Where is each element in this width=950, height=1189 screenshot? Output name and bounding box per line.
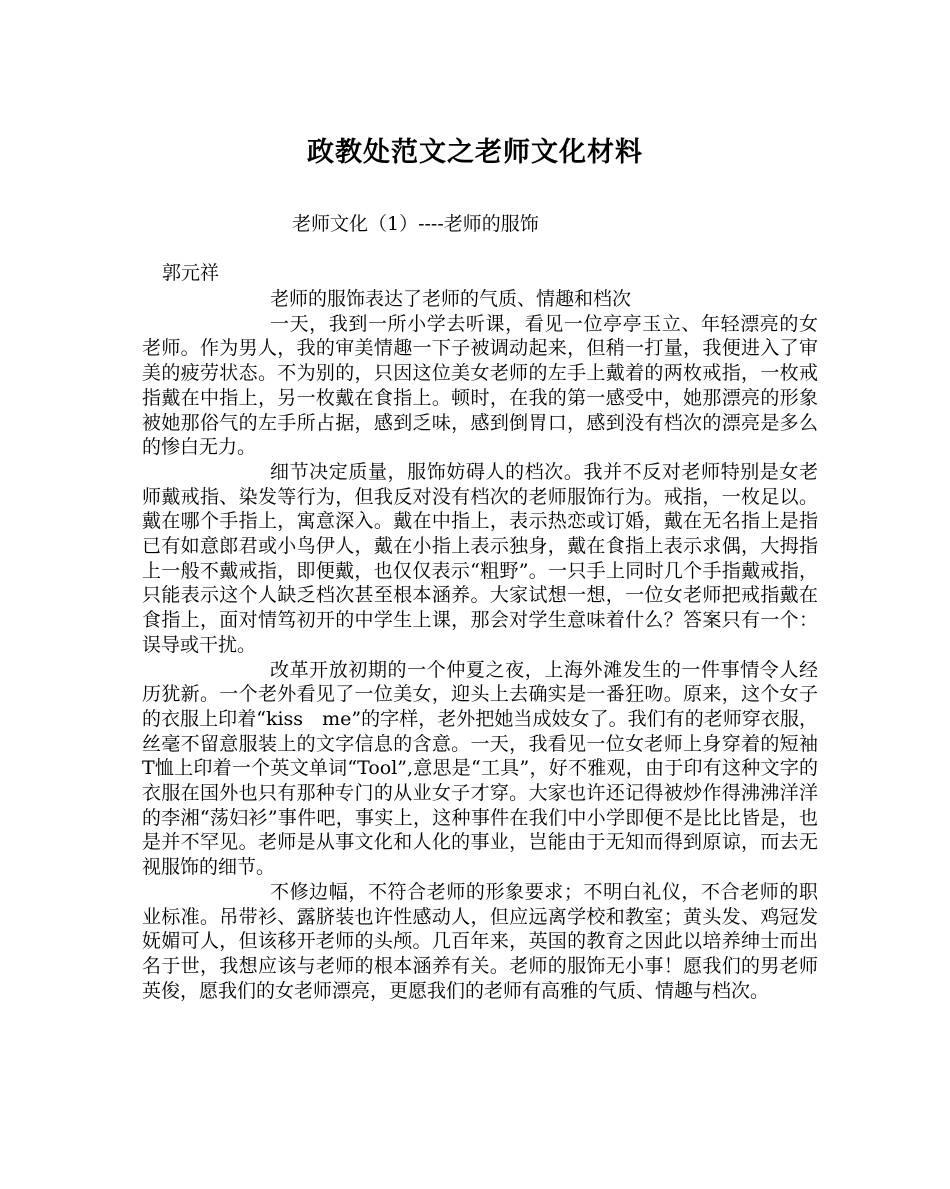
author-name: 郭元祥: [162, 262, 220, 284]
paragraph-topic-sentence: 老师的服饰表达了老师的气质、情趣和档次: [270, 288, 632, 310]
paragraph: 不修边幅，不符合老师的形象要求；不明白礼仪，不合老师的职业标准。吊带衫、露脐装也许性感动人，但应远离学校和教室；黄头发、鸡冠发妩媚可人，但该移开老师的头颅。几百年来，英国的教育之因此以培养绅士而出名于世，我想应该与老师的根本涵养有关。老师的服饰无小事！愿我们的男老师英俊，愿我们的女老师漂亮，更愿我们的老师有高雅的气质、情趣与档次。: [142, 880, 818, 1002]
paragraph: 细节决定质量，服饰妨碍人的档次。我并不反对老师特别是女老师戴戒指、染发等行为，但我反对没有档次的老师服饰行为。戒指，一枚足以。戴在哪个手指上，寓意深入。戴在中指上，表示热恋或订婚，戴在无名指上是指已有如意郎君或小鸟伊人，戴在小指上表示独身，戴在食指上表示求偶，大拇指上一般不戴戒指，即便戴，也仅仅表示“粗野”。一只手上同时几个手指戴戒指，只能表示这个人缺乏档次甚至根本涵养。大家试想一想，一位女老师把戒指戴在食指上，面对情笃初开的中学生上课，那会对学生意味着什么？答案只有一个：误导或干扰。: [142, 460, 818, 656]
document-title: 政教处范文之老师文化材料: [307, 137, 643, 168]
section-subtitle: 老师文化（1）----老师的服饰: [292, 213, 539, 235]
paragraph: 改革开放初期的一个仲夏之夜，上海外滩发生的一件事情令人经历犹新。一个老外看见了一位美女，迎头上去确实是一番狂吻。原来，这个女子的衣服上印着“kiss me”的字样，老外把她当成妓女了。我们有的老师穿衣服，丝毫不留意服装上的文字信息的含意。一天，我看见一位女老师上身穿着的短袖T恤上印着一个英文单词“Tool”,意思是“工具”，好不雅观，由于印有这种文字的衣服在国外也只有那种专门的从业女子才穿。大家也许还记得被炒作得沸沸洋洋的李湘“荡妇衫”事件吧，事实上，这种事件在我们中小学即便不是比比皆是，也是并不罕见。老师是从事文化和人化的事业，岂能由于无知而得到原谅，而去无视服饰的细节。: [142, 658, 818, 879]
paragraph: 一天，我到一所小学去听课，看见一位亭亭玉立、年轻漂亮的女老师。作为男人，我的审美情趣一下子被调动起来，但稍一打量，我便进入了审美的疲劳状态。不为别的，只因这位美女老师的左手上戴着的两枚戒指，一枚戒指戴在中指上，另一枚戴在食指上。顿时，在我的第一感受中，她那漂亮的形象被她那俗气的左手所占据，感到乏味，感到倒胃口，感到没有档次的漂亮是多么的惨白无力。: [142, 312, 818, 459]
document-body: [142, 287, 818, 1003]
